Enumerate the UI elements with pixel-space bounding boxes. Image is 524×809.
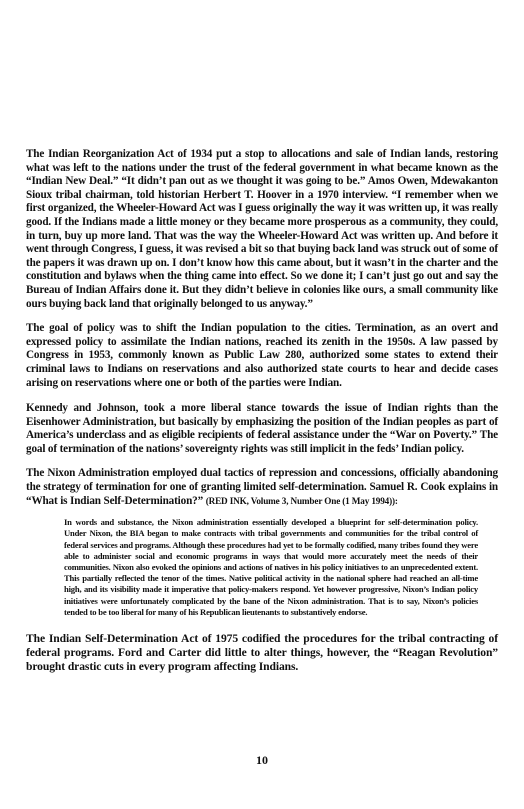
page-number: 10	[256, 753, 268, 767]
citation-red-ink: (RED INK, Volume 3, Number One (1 May 1994)):	[205, 495, 398, 506]
page-body	[26, 148, 498, 675]
paragraph-indian-reorganization-act: The Indian Reorganization Act of 1934 put a stop to allocations and sale of Indian lands, restoring what was left to the nations under the trust of the federal government in what became known as the “Indian New Deal.” “It didn’t pan out as we thought it was going to be.” Amos Owen, Mdewakanton Sioux tribal chairman, told historian Herbert T. Hoover in a 1970 interview. “I remember when we first organized, the Wheeler-Howard Act was I guess originally the way it was written up, it was really good. If the Indians made a little money or they became more prosperous as a community, they could, in turn, buy up more land. That was the way the Wheeler-Howard Act was written up. And before it went through Congress, I guess, it was revised a bit so that buying back land was struck out of some of the papers it was drawn up on. I don’t know how this came about, but it wasn’t in the charter and the constitution and bylaws when the thing came into effect. So we done it; I can’t just go out and say the Bureau of Indian Affairs done it. But they didn’t believe in colonies like ours, a small community like ours buying back land that originally belonged to us anyway.”	[26, 148, 498, 310]
paragraph-kennedy-johnson: Kennedy and Johnson, took a more liberal stance towards the issue of Indian rights than the Eisenhower Administration, but basically by emphasizing the position of the Indian peoples as part of America’s underclass and as eligible recipients of federal assistance under the “War on Poverty.” The goal of termination of the nations’ sovereignty rights was still implicit in the feds’ Indian policy.	[26, 402, 498, 455]
paragraph-nixon-administration	[26, 467, 498, 508]
block-quote-cook: In words and substance, the Nixon administration essentially developed a blueprint for self-determination policy. Under Nixon, the BIA began to make contracts with tribal governments and communities for the tribal control of federal services and programs. Although these procedures had yet to be formally codified, many tribes found they were able to administer social and economic programs in ways that would more accurately meet the needs of their communities. Nixon also evoked the opinions and actions of natives in his policy initiatives to an unprecedented extent. This partially reflected the tenor of the times. Native political activity in the national sphere had reached an all-time high, and its visibility made it imperative that policy-makers respond. Yet however progressive, Nixon’s Indian policy initiatives were unfortunately complicated by the bane of the Nixon administration. That is to say, Nixon’s policies tended to be too liberal for many of his Republican lieutenants to substantively endorse.	[64, 517, 478, 617]
paragraph-termination-policy: The goal of policy was to shift the Indian population to the cities. Termination, as an overt and expressed policy to assimilate the Indian nations, reached its zenith in the 1950s. A law passed by Congress in 1953, commonly known as Public Law 280, authorized some states to extend their criminal laws to Indians on reservations and also authorized state courts to hear and decide cases arising on reservations where one or both of the parties were Indian.	[26, 322, 498, 389]
paragraph-self-determination-act: The Indian Self-Determination Act of 1975 codified the procedures for the tribal contracting of federal programs. Ford and Carter did little to alter things, however, the “Reagan Revolution” brought drastic cuts in every program affecting Indians.	[26, 632, 498, 674]
nixon-paragraph-text: The Nixon Administration employed dual tactics of repression and concessions, officially abandoning the strategy of termination for one of granting limited self-determination. Samuel R. Cook explains in “What is Indian Self-Determination?”	[26, 467, 498, 507]
